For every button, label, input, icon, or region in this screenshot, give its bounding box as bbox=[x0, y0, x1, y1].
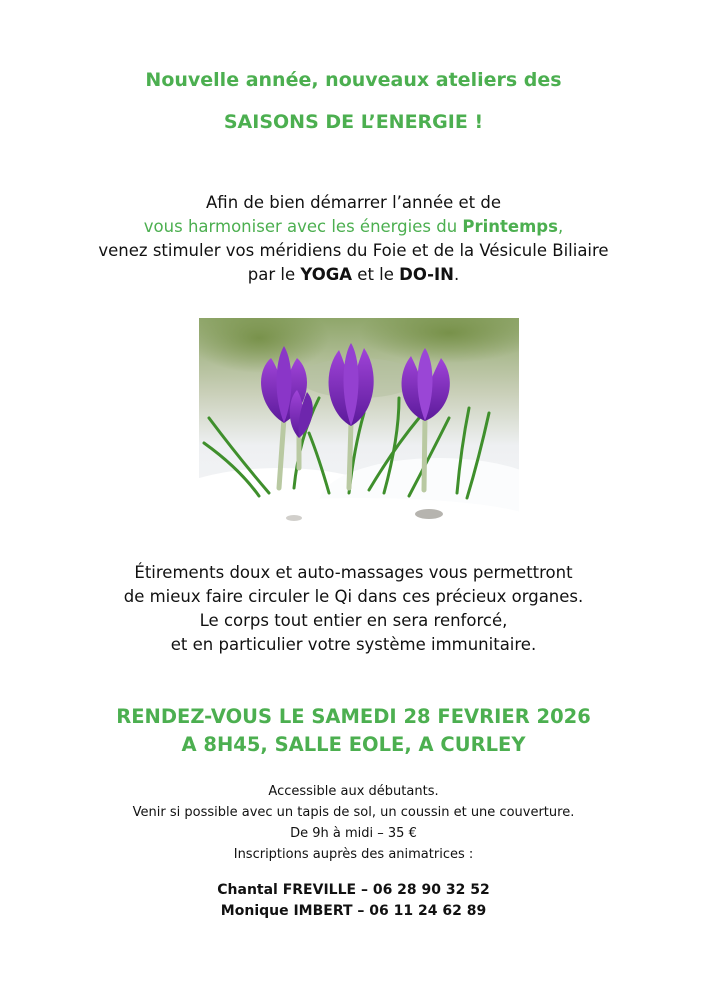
intro-line-4-mid: et le bbox=[352, 265, 400, 284]
info-line-4: Inscriptions auprès des animatrices : bbox=[233, 847, 474, 862]
doin-word: DO-IN bbox=[399, 265, 454, 284]
contacts-block bbox=[0, 880, 707, 922]
event-line-2: A 8H45, SALLE EOLE, A CURLEY bbox=[181, 733, 526, 756]
info-line-3: De 9h à midi – 35 € bbox=[290, 826, 417, 841]
benefits-line-2: de mieux faire circuler le Qi dans ces précieux organes. bbox=[123, 587, 584, 606]
contact-line: Monique IMBERT – 06 11 24 62 89 bbox=[220, 903, 487, 919]
event-details bbox=[0, 703, 707, 759]
intro-line-2-comma: , bbox=[557, 217, 564, 236]
intro-line-4 bbox=[0, 263, 707, 287]
benefits-line-1: Étirements doux et auto-massages vous permettront bbox=[134, 563, 573, 582]
benefits-line-4: et en particulier votre système immunitaire. bbox=[170, 635, 537, 654]
intro-line-4-post: . bbox=[453, 265, 460, 284]
flyer-title bbox=[0, 63, 707, 139]
crocus-photo bbox=[199, 318, 519, 531]
intro-line-3: venez stimuler vos méridiens du Foie et de la Vésicule Biliaire bbox=[98, 241, 609, 260]
printemps-word: Printemps bbox=[462, 217, 558, 236]
benefits-line-3: Le corps tout entier en sera renforcé, bbox=[199, 611, 508, 630]
info-line-1: Accessible aux débutants. bbox=[268, 784, 439, 799]
event-line-1: RENDEZ-VOUS LE SAMEDI 28 FEVRIER 2026 bbox=[116, 705, 591, 728]
contact-line: Chantal FREVILLE – 06 28 90 32 52 bbox=[217, 882, 490, 898]
title-line-2: SAISONS DE L’ENERGIE ! bbox=[223, 111, 484, 133]
info-line-2: Venir si possible avec un tapis de sol, un coussin et une couverture. bbox=[132, 805, 575, 820]
benefits-paragraph bbox=[0, 561, 707, 657]
intro-line-2-text: vous harmoniser avec les énergies du bbox=[143, 217, 463, 236]
yoga-word: YOGA bbox=[300, 265, 353, 284]
intro-line-1: Afin de bien démarrer l’année et de bbox=[206, 193, 501, 212]
practical-info bbox=[0, 781, 707, 865]
intro-line-4-pre: par le bbox=[247, 265, 301, 284]
intro-line-2 bbox=[0, 215, 707, 239]
title-line-1: Nouvelle année, nouveaux ateliers des bbox=[145, 69, 562, 91]
intro-paragraph bbox=[0, 191, 707, 287]
